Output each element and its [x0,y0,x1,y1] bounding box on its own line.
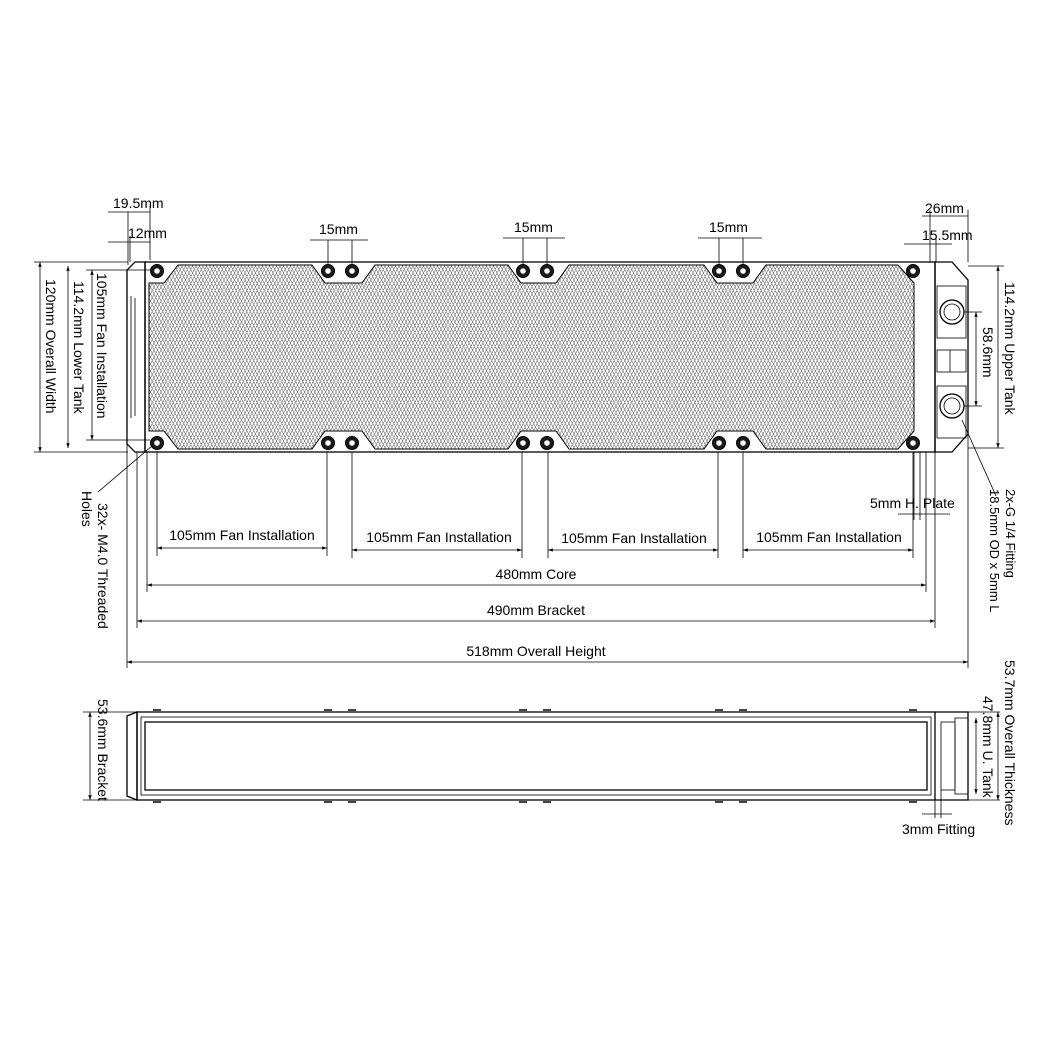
top-view-radiator [127,262,968,452]
threaded-hole-center [520,268,526,274]
dim-490mm-bracket: 490mm Bracket [486,602,586,618]
side-screw-bump [543,801,551,803]
dim-15-5mm: 15.5mm [922,227,973,243]
radiator-core [149,265,914,449]
dim-47-8mm-u-tank: 47.8mm U. Tank [980,696,996,798]
side-screw-bump [739,801,747,803]
fan-installation-label-1: 105mm Fan Installation [169,527,315,543]
threaded-hole-center [325,440,331,446]
dim-53-6mm-bracket: 53.6mm Bracket [95,699,111,801]
threaded-hole-center [740,440,746,446]
threaded-hole-center [349,268,355,274]
dim-114-2mm-lower-tank: 114.2mm Lower Tank [71,281,87,414]
dim-53-7mm-overall-thickness: 53.7mm Overall Thickness [1002,660,1018,826]
fitting-note-line2: 18.5mm OD x 5mm L [987,489,1002,613]
fan-installation-label-4: 105mm Fan Installation [756,529,902,545]
side-view-radiator [127,709,968,803]
side-screw-bump [348,801,356,803]
side-screw-bump [519,709,527,711]
side-screw-bump [715,801,723,803]
threaded-hole-center [349,440,355,446]
threaded-hole-center [544,440,550,446]
threaded-hole-center [716,440,722,446]
side-screw-bump [519,801,527,803]
side-screw-bumps [153,709,917,803]
fitting-note-line1: 2x-G 1/4 Fitting [1003,489,1018,578]
side-screw-bump [909,801,917,803]
dim-120mm-overall-width: 120mm Overall Width [43,279,59,414]
dim-15mm-a: 15mm [319,221,358,237]
threaded-hole-center [544,268,550,274]
fan-installation-dims [157,452,913,558]
dim-5mm-h-plate: 5mm H. Plate [870,495,955,511]
threaded-hole-center [716,268,722,274]
dim-114-2mm-upper-tank: 114.2mm Upper Tank [1002,282,1018,415]
fan-installation-label-2: 105mm Fan Installation [366,529,512,545]
dim-518mm-overall-height: 518mm Overall Height [466,643,606,659]
side-screw-bump [153,801,161,803]
dim-15mm-c: 15mm [709,219,748,235]
side-screw-bump [348,709,356,711]
side-screw-bump [715,709,723,711]
threaded-holes-line2: Holes [79,491,95,527]
dim-19-5mm: 19.5mm [113,195,164,211]
dim-15mm-b: 15mm [514,219,553,235]
threaded-hole-center [154,268,160,274]
dim-12mm: 12mm [128,225,167,241]
dim-58-6mm: 58.6mm [980,327,996,378]
dim-26mm: 26mm [925,200,964,216]
threaded-hole-center [910,268,916,274]
side-screw-bump [153,709,161,711]
side-screw-bump [909,709,917,711]
dim-105mm-fan-installation-vertical: 105mm Fan Installation [94,273,110,419]
dim-3mm-fitting: 3mm Fitting [902,821,976,837]
side-screw-bump [324,801,332,803]
side-screw-bump [543,709,551,711]
threaded-hole-center [910,440,916,446]
dim-480mm-core: 480mm Core [495,566,577,582]
threaded-holes-line1: 32x- M4.0 Threaded [95,503,111,629]
threaded-hole-center [325,268,331,274]
side-screw-bump [739,709,747,711]
side-screw-bump [324,709,332,711]
threaded-hole-center [154,440,160,446]
threaded-hole-center [520,440,526,446]
threaded-hole-center [740,268,746,274]
side-view-dimensions [83,660,1018,837]
fan-installation-label-3: 105mm Fan Installation [561,530,707,546]
